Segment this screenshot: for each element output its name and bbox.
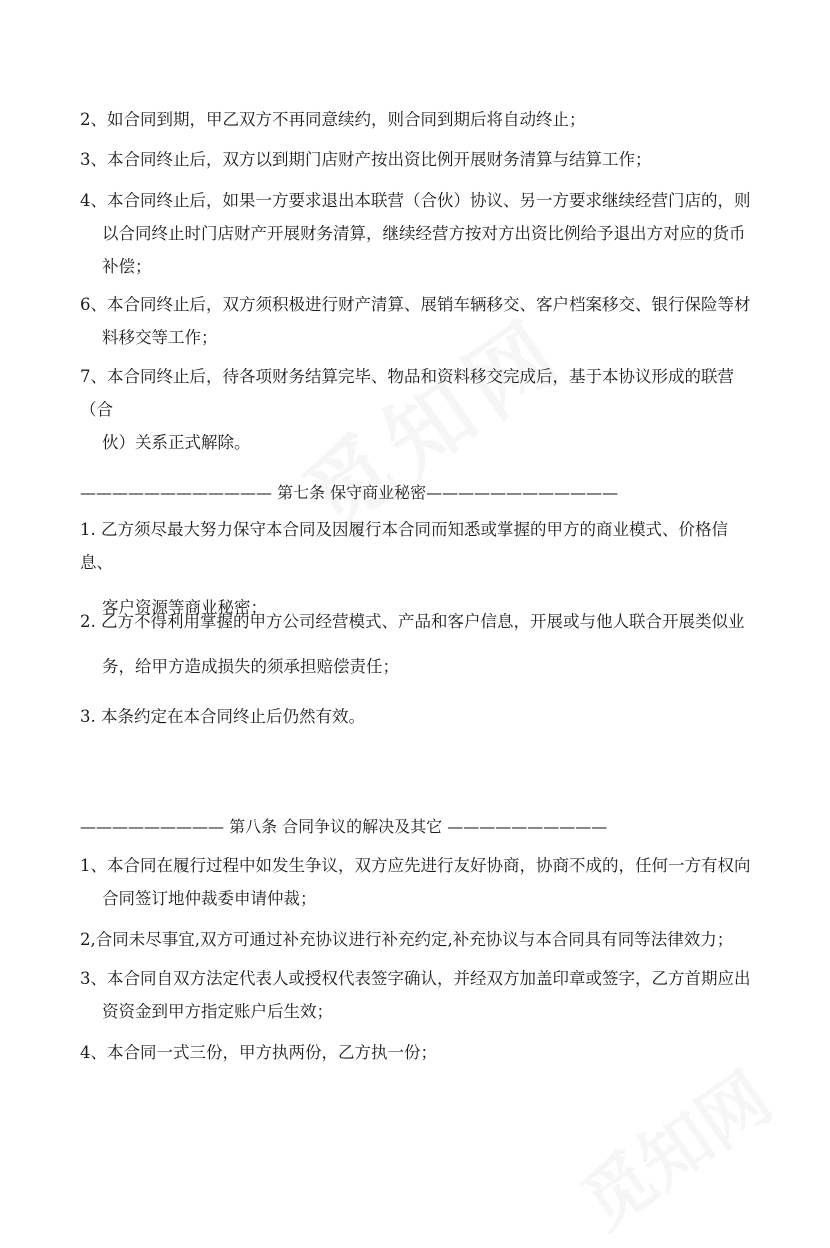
clause-text-cont: 伙）关系正式解除。 <box>102 433 251 452</box>
clause-item <box>80 184 760 283</box>
clause-item <box>80 700 760 733</box>
clause-text: 4、本合同一式三份，甲方执两份，乙方执一份； <box>80 1043 437 1062</box>
clause-text-cont: 务，给甲方造成损失的须承担赔偿责任； <box>102 657 399 676</box>
clause-text: 3、本合同终止后，双方以到期门店财产按出资比例开展财务清算与结算工作； <box>80 150 652 169</box>
clause-text-cont: 客户资源等商业秘密； <box>102 598 267 617</box>
section-heading: ———————————— 第七条 保守商业秘密———————————— <box>80 483 619 502</box>
clause-item <box>80 923 760 956</box>
clause-item <box>80 605 760 696</box>
section-heading: ————————— 第八条 合同争议的解决及其它 —————————— <box>80 817 608 836</box>
clause-item <box>80 103 760 136</box>
clause-text-cont: 资资金到甲方指定账户后生效； <box>102 1002 333 1021</box>
clause-item <box>80 288 760 354</box>
clause-text-cont: 补偿； <box>102 257 152 276</box>
clause-text: 3. 本条约定在本合同终止后仍然有效。 <box>80 707 365 726</box>
clause-item <box>80 143 760 176</box>
clause-item <box>80 849 760 915</box>
clause-text: 3、本合同自双方法定代表人或授权代表签字确认，并经双方加盖印章或签字，乙方首期应出 <box>80 969 751 988</box>
clause-item <box>80 360 760 459</box>
clause-text: 6、本合同终止后，双方须积极进行财产清算、展销车辆移交、客户档案移交、银行保险等材 <box>80 295 751 314</box>
clause-text: 2. 乙方不得利用掌握的甲方公司经营模式、产品和客户信息，开展或与他人联合开展类似业 <box>80 612 745 631</box>
clause-text: 1. 乙方须尽最大努力保守本合同及因履行本合同而知悉或掌握的甲方的商业模式、价格信息、 <box>80 520 728 572</box>
clause-text-cont: 料移交等工作； <box>102 328 218 347</box>
clause-item <box>80 962 760 1028</box>
clause-text: 1、本合同在履行过程中如发生争议，双方应先进行友好协商，协商不成的，任何一方有权向 <box>80 856 751 875</box>
watermark <box>558 993 830 1247</box>
clause-item <box>80 1036 760 1069</box>
clause-text: 2、如合同到期，甲乙双方不再同意续约，则合同到期后将自动终止； <box>80 110 586 129</box>
clause-text-cont: 以合同终止时门店财产开展财务清算，继续经营方按对方出资比例给予退出方对应的货币 <box>102 224 746 243</box>
clause-text: 4、本合同终止后，如果一方要求退出本联营（合伙）协议、另一方要求继续经营门店的，则 <box>80 191 751 210</box>
clause-text-cont: 合同签订地仲裁委申请仲裁； <box>102 889 317 908</box>
clause-text: 2,合同未尽事宜,双方可通过补充协议进行补充约定,补充协议与本合同具有同等法律效力； <box>80 930 734 949</box>
clause-text: 7、本合同终止后，待各项财务结算完毕、物品和资料移交完成后，基于本协议形成的联营（合 <box>80 367 734 419</box>
